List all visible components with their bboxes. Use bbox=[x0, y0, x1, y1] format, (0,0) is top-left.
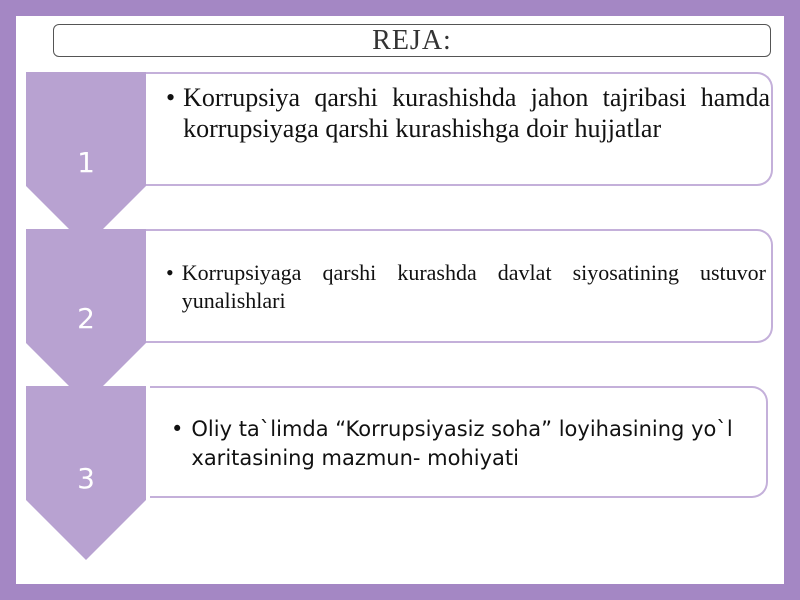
step-text-2: Korrupsiyaga qarshi kurashda davlat siyosatining ustuvor yunalishlari bbox=[181, 260, 766, 313]
slide-title: REJA: bbox=[372, 24, 452, 56]
step-item-3 bbox=[171, 415, 766, 473]
bullet-icon: • bbox=[166, 83, 176, 112]
slide bbox=[16, 16, 784, 584]
step-number-2: 2 bbox=[77, 302, 95, 335]
step-item-2 bbox=[166, 259, 766, 315]
bullet-icon: • bbox=[166, 260, 174, 285]
step-number-1: 1 bbox=[77, 146, 95, 179]
title-box bbox=[53, 24, 771, 57]
step-number-3: 3 bbox=[77, 462, 95, 495]
step-text-3: Oliy ta`limda “Korrupsiyasiz soha” loyihasining yo`l xaritasining mazmun- mohiyati bbox=[191, 417, 733, 470]
bullet-icon: • bbox=[171, 417, 184, 441]
step-text-1: Korrupsiya qarshi kurashishda jahon tajribasi hamda korrupsiyaga qarshi kurashishga doir hujjatlar bbox=[183, 83, 770, 143]
step-item-1 bbox=[166, 82, 770, 144]
